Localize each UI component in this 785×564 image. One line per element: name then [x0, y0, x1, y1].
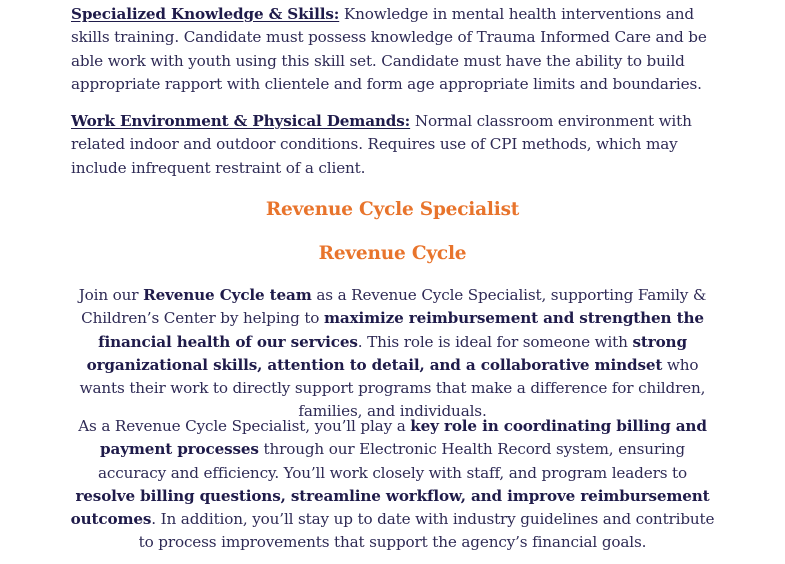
join-text-3: . This role is ideal for someone with	[357, 332, 633, 351]
role-paragraph	[66, 415, 719, 555]
department-heading: Revenue Cycle	[318, 243, 467, 264]
role-text-2: through our Electronic Health Record system, ensuring accuracy and efficiency. You’ll work closely with staff, and program leaders to	[98, 440, 687, 482]
job-title-heading: Revenue Cycle Specialist	[265, 199, 520, 220]
environment-label: Work Environment & Physical Demands:	[71, 112, 411, 130]
environment-text: Normal classroom environment with related indoor and outdoor conditions. Requires use of CPI methods, which may include infrequent restraint of a client.	[71, 112, 692, 177]
environment-paragraph	[71, 110, 723, 180]
join-bold-1: Revenue Cycle team	[143, 286, 312, 304]
role-text-3: . In addition, you’ll stay up to date with industry guidelines and contribute to process improvements that support the agency’s financial goals.	[138, 510, 715, 552]
role-text-1: As a Revenue Cycle Specialist, you’ll play a	[78, 417, 411, 435]
join-bold-2: maximize reimbursement and strengthen the financial health of our services	[98, 309, 704, 351]
role-bold-1: key role in coordinating billing and payment processes	[100, 417, 707, 459]
skills-paragraph	[71, 3, 723, 96]
join-text-4: who wants their work to directly support programs that make a difference for children, families, and individuals.	[79, 355, 706, 421]
skills-label: Specialized Knowledge & Skills:	[71, 5, 340, 23]
role-bold-2: resolve billing questions, streamline workflow, and improve reimbursement outcomes	[70, 486, 710, 529]
join-bold-3: strong organizational skills, attention to detail, and a collaborative mindset	[86, 332, 687, 374]
join-paragraph	[66, 284, 719, 424]
join-text-1: Join our	[78, 286, 144, 304]
join-text-2: as a Revenue Cycle Specialist, supporting Family & Children’s Center by helping to	[81, 286, 707, 328]
skills-text: Knowledge in mental health interventions and skills training. Candidate must possess knowledge of Trauma Informed Care and be able work with youth using this skill set. Candidate must have the ability to build appropriate rapport with clientele and form age appropriate limits and boundaries.	[71, 5, 707, 93]
